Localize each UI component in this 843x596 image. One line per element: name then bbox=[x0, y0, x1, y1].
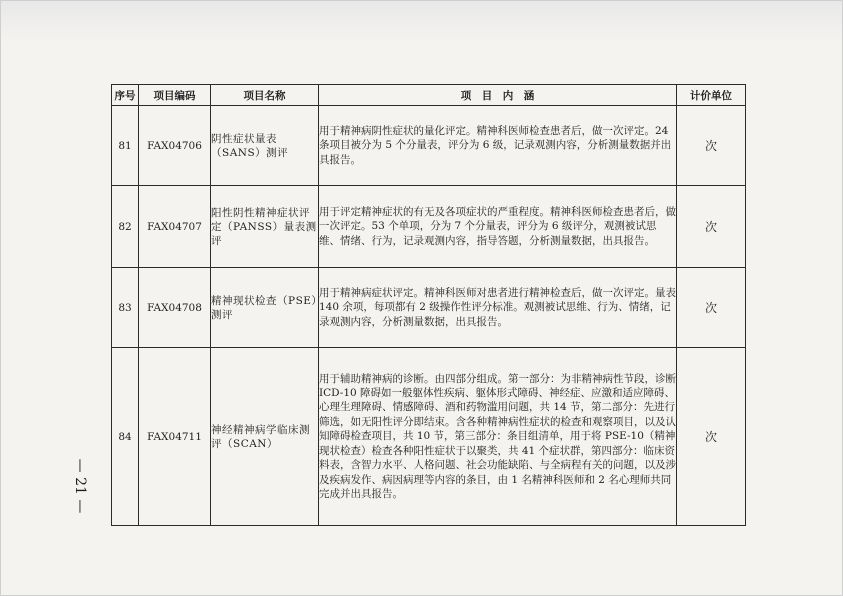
item-name: 阳性阴性精神症状评定（PANSS）量表测评 bbox=[211, 186, 319, 268]
header-item-content: 项 目 内 涵 bbox=[319, 85, 677, 106]
item-code: FAX04707 bbox=[139, 186, 211, 268]
item-code: FAX04708 bbox=[139, 268, 211, 348]
pricing-unit: 次 bbox=[677, 186, 746, 268]
item-name: 神经精神病学临床测评（SCAN） bbox=[211, 348, 319, 526]
page-number-text: — 21 — bbox=[72, 458, 88, 514]
pricing-item-table bbox=[111, 84, 746, 526]
item-content: 用于评定精神症状的有无及各项症状的严重程度。精神科医师检查患者后，做一次评定。53 个单项，分为 7 个分量表，评分为 6 级评分，观测被试思维、情绪、行为，记录观测内容，指导答题，分析测量数据，出具报告。 bbox=[319, 186, 677, 268]
item-content: 用于辅助精神病的诊断。由四部分组成。第一部分：为非精神病性节段，诊断 ICD-10 障碍如一般躯体性疾病、躯体形式障碍、神经症、应激和适应障碍、心理生理障碍、情感障碍、酒和药物滥用问题，共 14 节，第二部分：先进行筛选，如无阳性评分即结束。含各种精神病性症状的检查和观察项目，以及认知障碍检查项目，共 10 节，第三部分：条目组清单，用于将 PSE-10（精神现状检查）检查各种阳性症状于以聚类，共 41 个症状群，第四部分：临床资料表，含智力水平、人格问题、社会功能缺陷、与全病程有关的问题，以及涉及疾病发作、病因病理等内容的条目，由 1 名精神科医师和 2 名心理师共同完成并出具报告。 bbox=[319, 348, 677, 526]
serial-number: 83 bbox=[112, 268, 139, 348]
header-item-name: 项目名称 bbox=[211, 85, 319, 106]
item-code: FAX04711 bbox=[139, 348, 211, 526]
pricing-unit: 次 bbox=[677, 268, 746, 348]
item-name: 精神现状检查（PSE）测评 bbox=[211, 268, 319, 348]
header-pricing-unit: 计价单位 bbox=[677, 85, 746, 106]
item-content: 用于精神病阴性症状的量化评定。精神科医师检查患者后，做一次评定。24 条项目被分为 5 个分量表，评分为 6 级，记录观测内容，分析测量数据并出具报告。 bbox=[319, 106, 677, 186]
serial-number: 82 bbox=[112, 186, 139, 268]
serial-number: 81 bbox=[112, 106, 139, 186]
pricing-unit: 次 bbox=[677, 106, 746, 186]
item-code: FAX04706 bbox=[139, 106, 211, 186]
page-number bbox=[70, 458, 90, 518]
pricing-unit: 次 bbox=[677, 348, 746, 526]
table-row bbox=[112, 186, 746, 268]
table-row bbox=[112, 348, 746, 526]
serial-number: 84 bbox=[112, 348, 139, 526]
item-content: 用于精神病症状评定。精神科医师对患者进行精神检查后，做一次评定。量表 140 余项，每项都有 2 级操作性评分标准。观测被试思维、行为、情绪，记录观测内容，分析测量数据，出具报告。 bbox=[319, 268, 677, 348]
table-header-row bbox=[112, 85, 746, 106]
item-name: 阴性症状量表（SANS）测评 bbox=[211, 106, 319, 186]
header-serial-number: 序号 bbox=[112, 85, 139, 106]
header-item-code: 项目编码 bbox=[139, 85, 211, 106]
table-row bbox=[112, 268, 746, 348]
table-row bbox=[112, 106, 746, 186]
